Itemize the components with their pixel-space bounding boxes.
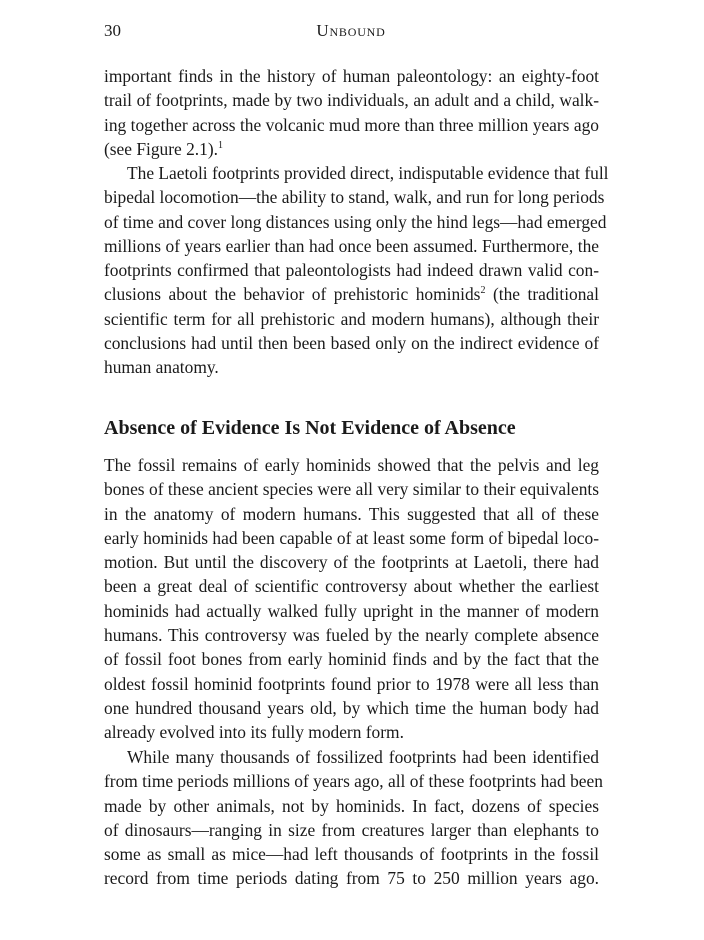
text-line: made by other animals, not by hominids. In fact, dozens of species bbox=[104, 795, 599, 816]
text-line: some as small as mice—had left thousands of footprints in the fossil bbox=[104, 844, 599, 865]
running-head bbox=[0, 20, 704, 42]
text-line: conclusions had until then been based only on the indirect evidence of bbox=[104, 333, 599, 354]
text-line bbox=[104, 137, 599, 161]
text-fragment: (the traditional bbox=[485, 284, 599, 305]
text-line: from time periods millions of years ago, all of these footprints had been bbox=[104, 771, 603, 792]
text-line: The Laetoli footprints provided direct, indisputable evidence that full bbox=[127, 163, 609, 183]
paragraph-fossilized-footprints bbox=[104, 745, 603, 891]
text-line: bones of these ancient species were all very similar to their equivalents bbox=[104, 479, 599, 500]
footnote-ref[interactable]: 2 bbox=[480, 285, 486, 297]
text-line: human anatomy. bbox=[104, 357, 219, 378]
text-line: already evolved into its fully modern form. bbox=[104, 722, 404, 743]
text-line: record from time periods dating from 75 to 250 million years ago. bbox=[104, 868, 599, 889]
text-fragment: (see Figure 2.1). bbox=[104, 138, 218, 159]
text-line: one hundred thousand years old, by which time the human body had bbox=[104, 697, 599, 718]
paragraph-laetoli bbox=[104, 161, 609, 380]
text-line: millions of years earlier than had once been assumed. Furthermore, the bbox=[104, 235, 599, 256]
text-line: bipedal locomotion—the ability to stand, walk, and run for long periods bbox=[104, 187, 605, 208]
text-line: oldest fossil hominid footprints found prior to 1978 were all less than bbox=[104, 673, 599, 694]
footnote-ref[interactable]: 1 bbox=[217, 139, 223, 151]
paragraph-fossil-remains bbox=[104, 453, 599, 745]
text-line: trail of footprints, made by two individuals, an adult and a child, walk- bbox=[104, 90, 599, 111]
section-heading: Absence of Evidence Is Not Evidence of Absence bbox=[104, 417, 516, 439]
text-line: early hominids had been capable of at least some form of bipedal loco- bbox=[104, 527, 599, 548]
text-line: in the anatomy of modern humans. This suggested that all of these bbox=[104, 503, 599, 524]
text-line: scientific term for all prehistoric and modern humans), although their bbox=[104, 308, 599, 329]
text-line: footprints confirmed that paleontologists had indeed drawn valid con- bbox=[104, 260, 599, 281]
text-line: humans. This controversy was fueled by the nearly complete absence bbox=[104, 625, 599, 646]
text-line: hominids had actually walked fully upright in the manner of modern bbox=[104, 600, 599, 621]
text-line bbox=[104, 282, 599, 306]
page-number: 30 bbox=[104, 21, 121, 40]
paragraph-continued bbox=[104, 64, 599, 161]
text-fragment: clusions about the behavior of prehistoric hominids bbox=[104, 284, 481, 305]
text-line: of dinosaurs—ranging in size from creatures larger than elephants to bbox=[104, 819, 599, 840]
text-line: ing together across the volcanic mud more than three million years ago bbox=[104, 114, 599, 135]
text-line: motion. But until the discovery of the footprints at Laetoli, there had bbox=[104, 552, 599, 573]
text-line: of fossil foot bones from early hominid finds and by the fact that the bbox=[104, 649, 599, 670]
text-line: of time and cover long distances using only the hind legs—had emerged bbox=[104, 211, 607, 232]
text-line: been a great deal of scientific controversy about whether the earliest bbox=[104, 576, 599, 597]
text-line: important finds in the history of human paleontology: an eighty-foot bbox=[104, 66, 599, 86]
running-head-text: Unbound bbox=[316, 21, 386, 40]
text-line: The fossil remains of early hominids showed that the pelvis and leg bbox=[104, 455, 599, 475]
text-line: While many thousands of fossilized footprints had been identified bbox=[127, 747, 599, 767]
